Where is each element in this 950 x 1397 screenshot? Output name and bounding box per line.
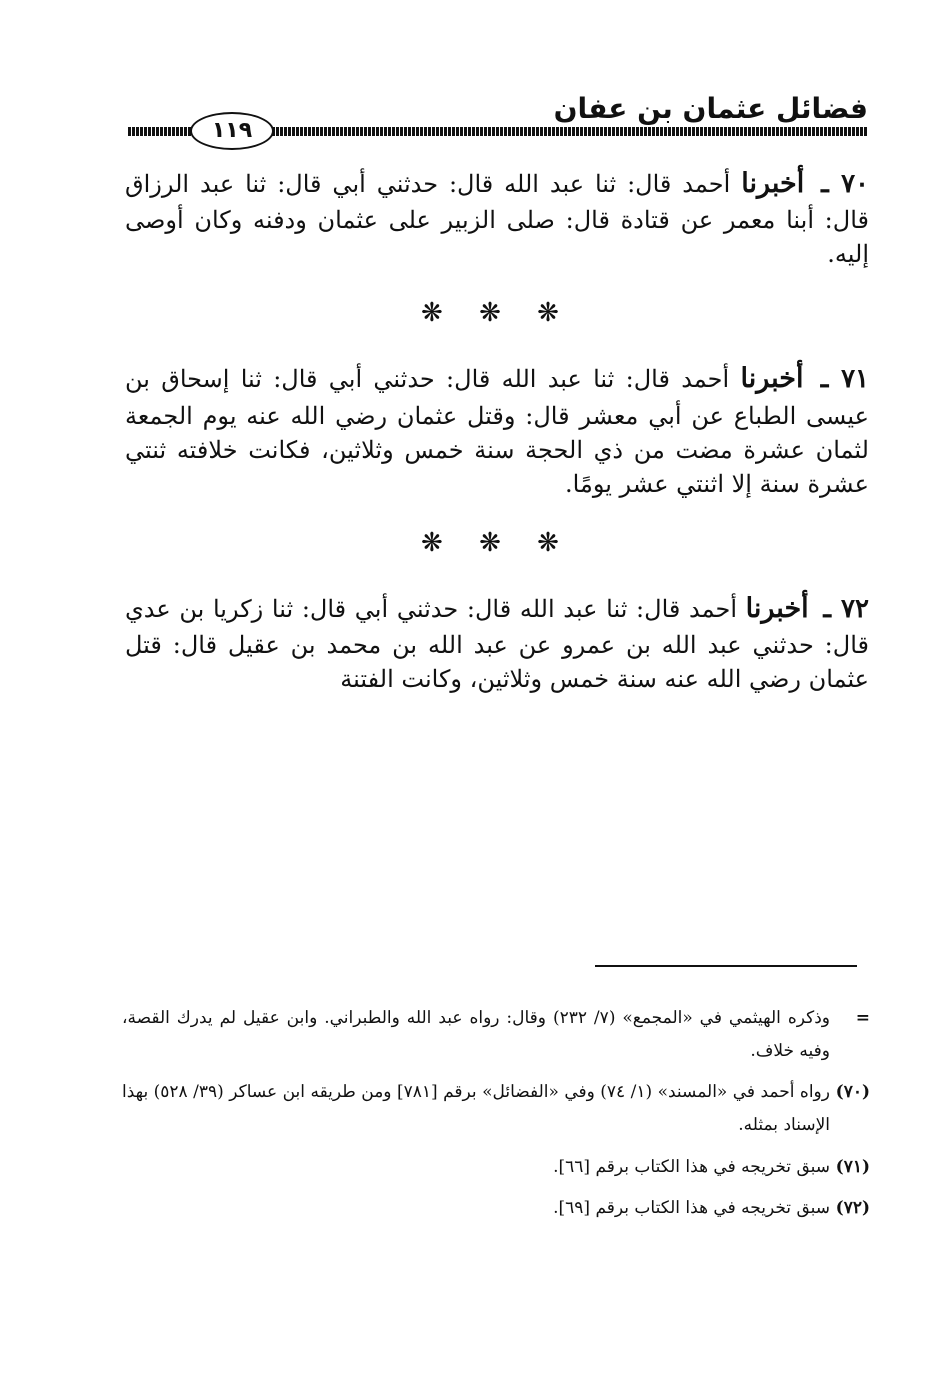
entry-text: أحمد قال: ثنا عبد الله قال: حدثني أبي قال: ثنا إسحاق بن عيسى الطباع عن أبي معشر قال: وقتل عثمان رضي الله عنه يوم الجمعة لثمان عشرة مضت من ذي الحجة سنة خمس وثلاثين، فكانت خلافته ثنتي عشرة سنة إلا اثنتي عشر يومًا.: [125, 365, 869, 498]
footnote-text: سبق تخريجه في هذا الكتاب برقم [٦٩].: [553, 1197, 830, 1218]
footnote-mark: (٧٢): [835, 1197, 870, 1218]
footnote-text: رواه أحمد في «المسند» (١/ ٧٤) وفي «الفضائل» برقم [٧٨١] ومن طريقه ابن عساكر (٣٩/ ٥٢٨) بهذا الإسناد بمثله.: [122, 1082, 830, 1136]
entry-text: أحمد قال: ثنا عبد الله قال: حدثني أبي قال: ثنا عبد الرزاق قال: أبنا معمر عن قتادة قال: صلى الزبير على عثمان ودفنه وكان أوصى إليه.: [125, 170, 869, 269]
entry-number: ٧٠ ـ: [821, 169, 870, 199]
footnote-text: سبق تخريجه في هذا الكتاب برقم [٦٦].: [553, 1156, 830, 1177]
footnote-70: [122, 1076, 870, 1142]
separator: ❋ ❋ ❋: [421, 298, 573, 329]
footnote-mark: (٧١): [835, 1156, 870, 1177]
footnote-continuation: [122, 1002, 870, 1068]
entry-lead: أخبرنا: [745, 592, 809, 624]
footnote-rule: [595, 965, 857, 967]
entry-text: أحمد قال: ثنا عبد الله قال: حدثني أبي قال: ثنا زكريا بن عدي قال: حدثني عبد الله بن عمرو عن عبد الله بن محمد بن عقيل قال: قتل عثمان رضي الله عنه سنة خمس وثلاثين، وكانت الفتنة: [125, 594, 869, 694]
entry-72: [125, 590, 869, 696]
footnote-mark: =: [855, 1008, 870, 1028]
main-text: [125, 165, 869, 696]
footnote-72: [122, 1192, 870, 1225]
entry-lead: أخبرنا: [741, 168, 805, 199]
page-header: [128, 92, 868, 150]
footnotes: [122, 1002, 870, 1233]
footnote-text: وذكره الهيثمي في «المجمع» (٧/ ٢٣٢) وقال: رواه عبد الله والطبراني. وابن عقيل لم يدرك القصة، وفيه خلاف.: [122, 1008, 830, 1062]
entry-71: [125, 360, 869, 501]
footnote-mark: (٧٠): [835, 1082, 870, 1103]
footnote-71: [122, 1151, 870, 1184]
book-title: فضائل عثمان بن عفان: [553, 92, 868, 125]
page-number: ١١٩: [190, 112, 274, 150]
entry-70: [125, 165, 869, 271]
entry-lead: أخبرنا: [740, 363, 804, 395]
entry-number: ٧٢ ـ: [823, 593, 869, 624]
entry-number: ٧١ ـ: [820, 364, 870, 395]
separator: ❋ ❋ ❋: [421, 527, 573, 558]
